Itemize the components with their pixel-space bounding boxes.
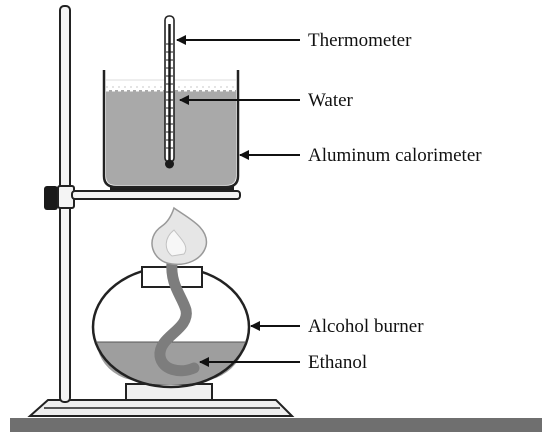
support-arm (72, 191, 240, 199)
water-label: Water (308, 90, 353, 111)
calorimeter-label: Aluminum calorimeter (308, 145, 482, 166)
table-surface (10, 418, 542, 432)
thermometer-bulb (165, 160, 174, 169)
thermometer (165, 16, 174, 169)
thermometer-label: Thermometer (308, 30, 412, 51)
burner-label: Alcohol burner (308, 316, 424, 337)
alcohol-burner (93, 208, 249, 400)
stand-base (30, 400, 292, 416)
ethanol-label: Ethanol (308, 352, 368, 373)
